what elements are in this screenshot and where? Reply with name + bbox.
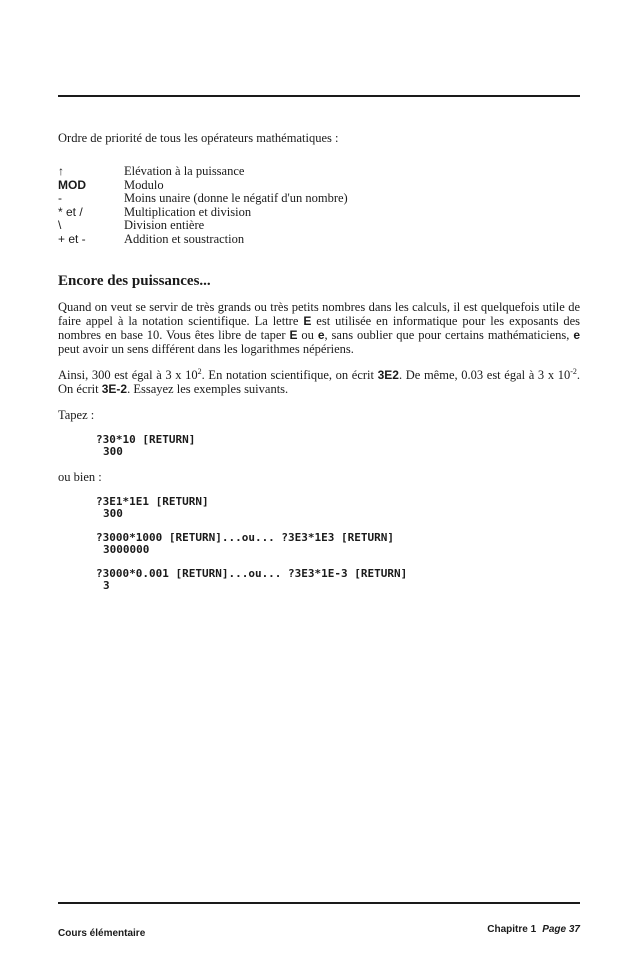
operator-desc: Division entière	[124, 218, 205, 232]
footer-chapter: Chapitre 1	[487, 924, 537, 935]
operator-row	[58, 179, 348, 193]
top-rule	[58, 95, 580, 97]
operator-symbol: ↑	[58, 164, 64, 178]
section-title: Encore des puissances...	[58, 273, 211, 289]
operator-symbol: \	[58, 218, 62, 232]
tapez-label: Tapez :	[58, 408, 95, 422]
code-input-line: ?3E1*1E1 [RETURN]	[96, 495, 209, 508]
operator-row	[58, 233, 348, 247]
operator-row	[58, 192, 348, 206]
operator-desc: Moins unaire (donne le négatif d'un nombre)	[124, 191, 348, 205]
code-block	[96, 496, 580, 520]
paragraph-scientific-notation: Quand on veut se servir de très grands ou très petits nombres dans les calculs, il est quelquefois utile de faire appel à la notation scientifique. La lettre E est utilisée en informatique pour les exposants des nombres en base 10. Vous êtes libre de taper E ou e, sans oublier que pour certains mathématiciens, e peut avoir un sens différent dans les logarithmes népériens.	[58, 300, 580, 356]
operator-desc: Modulo	[124, 177, 164, 192]
paragraph-examples: Ainsi, 300 est égal à 3 x $10^2$. En notation scientifique, on écrit 3E2. De même, 0.03 est égal à 3 x $10^{-2}$. On écrit 3E-2. Essayez les exemples suivants.	[58, 367, 581, 396]
operator-row	[58, 165, 348, 179]
operator-symbol: MOD	[58, 177, 86, 192]
code-block	[96, 434, 580, 458]
code-output-line: 300	[103, 507, 123, 520]
ou-bien-label: ou bien :	[58, 470, 102, 484]
operators-table	[58, 165, 348, 246]
code-input-line: ?3000*0.001 [RETURN]...ou... ?3E3*1E-3 [RETURN]	[96, 567, 408, 580]
code-input-line: ?30*10 [RETURN]	[96, 433, 196, 446]
code-output-line: 3	[103, 579, 110, 592]
footer-book-title: Cours élémentaire	[58, 928, 146, 939]
page-content	[58, 131, 580, 604]
operator-desc: Elévation à la puissance	[124, 164, 245, 178]
operator-row	[58, 219, 348, 233]
code-block	[96, 532, 580, 556]
operator-desc: Multiplication et division	[124, 204, 252, 219]
footer-page-info	[487, 924, 580, 935]
code-block	[96, 568, 580, 592]
bottom-rule	[58, 902, 580, 904]
code-input-line: ?3000*1000 [RETURN]...ou... ?3E3*1E3 [RETURN]	[96, 531, 395, 544]
code-output-line: 300	[103, 445, 123, 458]
operator-symbol: + et -	[58, 231, 86, 246]
operator-row	[58, 206, 348, 220]
code-output-line: 3000000	[103, 543, 150, 556]
intro-text: Ordre de priorité de tous les opérateurs mathématiques :	[58, 131, 339, 145]
operator-symbol: -	[58, 191, 62, 205]
operator-symbol: * et /	[58, 204, 83, 219]
operator-desc: Addition et soustraction	[124, 231, 245, 246]
footer-page-number: Page 37	[542, 924, 580, 935]
